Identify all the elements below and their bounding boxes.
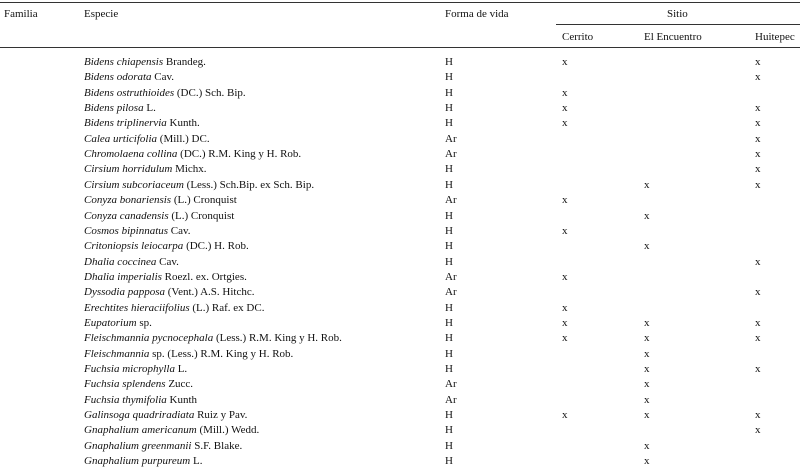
forma-de-vida-cell: H [445,209,453,222]
huitepec-mark: x [755,56,761,68]
cerrito-mark: x [562,316,568,329]
species-cell [84,87,246,100]
forma-de-vida-cell: H [445,455,453,468]
forma-de-vida-cell: Ar [445,148,457,161]
species-author: L. [143,102,156,114]
el-encuentro-mark: x [644,393,650,406]
species-cell [84,133,210,146]
species-name: Cosmos bipinnatus [84,224,169,237]
species-name: Bidens triplinervia [84,117,167,130]
sitio-rule [556,24,800,25]
species-name: Bidens odorata [84,71,152,84]
species-author: Ruiz y Pav. [194,409,248,422]
species-name: Conyza bonariensis [84,194,172,207]
species-cell [84,363,187,376]
forma-de-vida-cell: H [445,86,453,99]
forma-de-vida-cell: Ar [445,132,457,145]
species-author: (DC.) Sch. Bip. [174,86,246,99]
species-cell [84,194,237,207]
species-name: Chromolaena collina [84,148,178,161]
forma-de-vida-cell: Ar [445,286,457,299]
species-name: Bidens chiapensis [84,56,164,68]
forma-de-vida-cell: Ar [445,378,457,391]
header-site-cerrito: Cerrito [562,31,594,43]
huitepec-mark: x [755,286,761,299]
species-name: Galinsoga quadriradiata [84,409,195,422]
species-cell [84,348,293,361]
header-bottom-rule [0,47,800,48]
species-name: Gnaphalium americanum [84,424,197,437]
el-encuentro-mark: x [644,378,650,391]
species-cell [84,102,156,115]
species-cell [84,71,174,84]
species-author: S.F. Blake. [191,439,243,452]
species-author: (Less.) Sch.Bip. ex Sch. Bip. [183,178,315,191]
species-author: L. [174,363,188,375]
header-forma-de-vida: Forma de vida [445,8,509,20]
cerrito-mark: x [562,117,568,130]
forma-de-vida-cell: Ar [445,270,457,283]
species-cell [84,440,242,453]
species-cell [84,271,247,284]
species-name: Bidens ostruthioides [84,86,175,99]
species-cell [84,163,207,176]
forma-de-vida-cell: H [445,163,453,176]
forma-de-vida-cell: H [445,424,453,437]
forma-de-vida-cell: H [445,439,453,452]
cerrito-mark: x [562,409,568,422]
species-cell [84,148,301,161]
huitepec-mark: x [755,132,761,145]
forma-de-vida-cell: H [445,240,453,253]
header-site-huitepec: Huitepec [755,31,795,43]
forma-de-vida-cell: H [445,316,453,329]
species-author: Zucc. [165,378,194,391]
header-familia: Familia [4,8,38,20]
forma-de-vida-cell: H [445,332,453,345]
species-cell [84,455,202,468]
species-author: Roezl. ex. Ortgies. [161,270,247,283]
huitepec-mark: x [755,424,761,437]
huitepec-mark: x [755,102,761,114]
species-name: Dhalia imperialis [84,270,162,283]
huitepec-mark: x [755,163,761,176]
forma-de-vida-cell: H [445,117,453,130]
species-author: Kunth [166,393,198,406]
species-cell [84,179,314,192]
el-encuentro-mark: x [644,178,650,191]
species-author: (L.) Cronquist [171,194,237,207]
species-name: Bidens pilosa [84,102,144,114]
forma-de-vida-cell: H [445,363,453,375]
forma-de-vida-cell: H [445,255,453,268]
species-author: Brandeg. [163,56,206,68]
species-author: L. [190,455,203,468]
huitepec-mark: x [755,178,761,191]
el-encuentro-mark: x [644,347,650,360]
huitepec-mark: x [755,117,761,130]
forma-de-vida-cell: H [445,409,453,422]
species-name: Cirsium subcoriaceum [84,178,184,191]
species-cell [84,302,264,315]
huitepec-mark: x [755,409,761,422]
species-cell [84,409,247,422]
huitepec-mark: x [755,332,761,345]
huitepec-mark: x [755,255,761,268]
species-cell [84,56,206,69]
species-author: (Mill.) Wedd. [196,424,260,437]
species-author: (Vent.) A.S. Hitchc. [164,286,255,299]
species-name: Gnaphalium greenmanii [84,439,192,452]
el-encuentro-mark: x [644,209,650,222]
species-author: (L.) Cronquist [168,209,235,222]
species-name: Cirsium horridulum [84,163,173,176]
forma-de-vida-cell: H [445,178,453,191]
species-cell [84,286,255,299]
species-name: Fuchsia splendens [84,378,166,391]
species-author: sp. (Less.) R.M. King y H. Rob. [149,347,294,360]
species-name: Fuchsia microphylla [84,363,175,375]
species-name: Fuchsia thymifolia [84,393,167,406]
species-cell [84,332,342,345]
species-cell [84,424,259,437]
species-cell [84,378,193,391]
el-encuentro-mark: x [644,363,650,375]
species-cell [84,225,191,238]
species-author: (Less.) R.M. King y H. Rob. [213,332,342,345]
species-cell [84,210,234,223]
forma-de-vida-cell: H [445,56,453,68]
species-cell [84,317,152,330]
forma-de-vida-cell: H [445,71,453,84]
species-name: Eupatorium [84,316,137,329]
header-site-el-encuentro: El Encuentro [644,31,702,43]
species-name: Conyza canadensis [84,209,169,222]
species-name: Erechtites hieraciifolius [84,301,190,314]
header-especie: Especie [84,8,119,20]
species-name: Critoniopsis leiocarpa [84,240,184,253]
forma-de-vida-cell: Ar [445,393,457,406]
forma-de-vida-cell: H [445,347,453,360]
species-cell [84,394,197,407]
species-author: (Mill.) DC. [157,132,210,145]
huitepec-mark: x [755,148,761,161]
species-cell [84,240,249,253]
species-author: Cav. [151,71,175,84]
cerrito-mark: x [562,270,568,283]
cerrito-mark: x [562,224,568,237]
forma-de-vida-cell: H [445,301,453,314]
species-author: (L.) Raf. ex DC. [189,301,265,314]
el-encuentro-mark: x [644,332,650,345]
el-encuentro-mark: x [644,409,650,422]
cerrito-mark: x [562,86,568,99]
el-encuentro-mark: x [644,240,650,253]
species-name: Gnaphalium purpureum [84,455,191,468]
top-rule [0,2,800,3]
species-name: Calea urticifolia [84,132,158,145]
species-name: Dyssodia papposa [84,286,165,299]
el-encuentro-mark: x [644,439,650,452]
el-encuentro-mark: x [644,455,650,468]
species-cell [84,117,200,130]
header-sitio: Sitio [667,8,688,20]
species-cell [84,256,179,269]
huitepec-mark: x [755,316,761,329]
species-author: Kunth. [166,117,200,130]
forma-de-vida-cell: H [445,102,453,114]
huitepec-mark: x [755,71,761,84]
species-name: Fleischmannia pycnocephala [84,332,214,345]
huitepec-mark: x [755,363,761,375]
species-author: (DC.) R.M. King y H. Rob. [177,148,302,161]
cerrito-mark: x [562,332,568,345]
el-encuentro-mark: x [644,316,650,329]
cerrito-mark: x [562,56,568,68]
cerrito-mark: x [562,102,568,114]
species-author: Cav. [156,255,179,268]
cerrito-mark: x [562,301,568,314]
cerrito-mark: x [562,194,568,207]
species-author: Cav. [168,224,191,237]
forma-de-vida-cell: Ar [445,194,457,207]
species-name: Dhalia coccinea [84,255,157,268]
forma-de-vida-cell: H [445,224,453,237]
species-author: sp. [136,316,152,329]
species-author: Michx. [172,163,207,176]
species-name: Fleischmannia [84,347,150,360]
species-author: (DC.) H. Rob. [183,240,249,253]
